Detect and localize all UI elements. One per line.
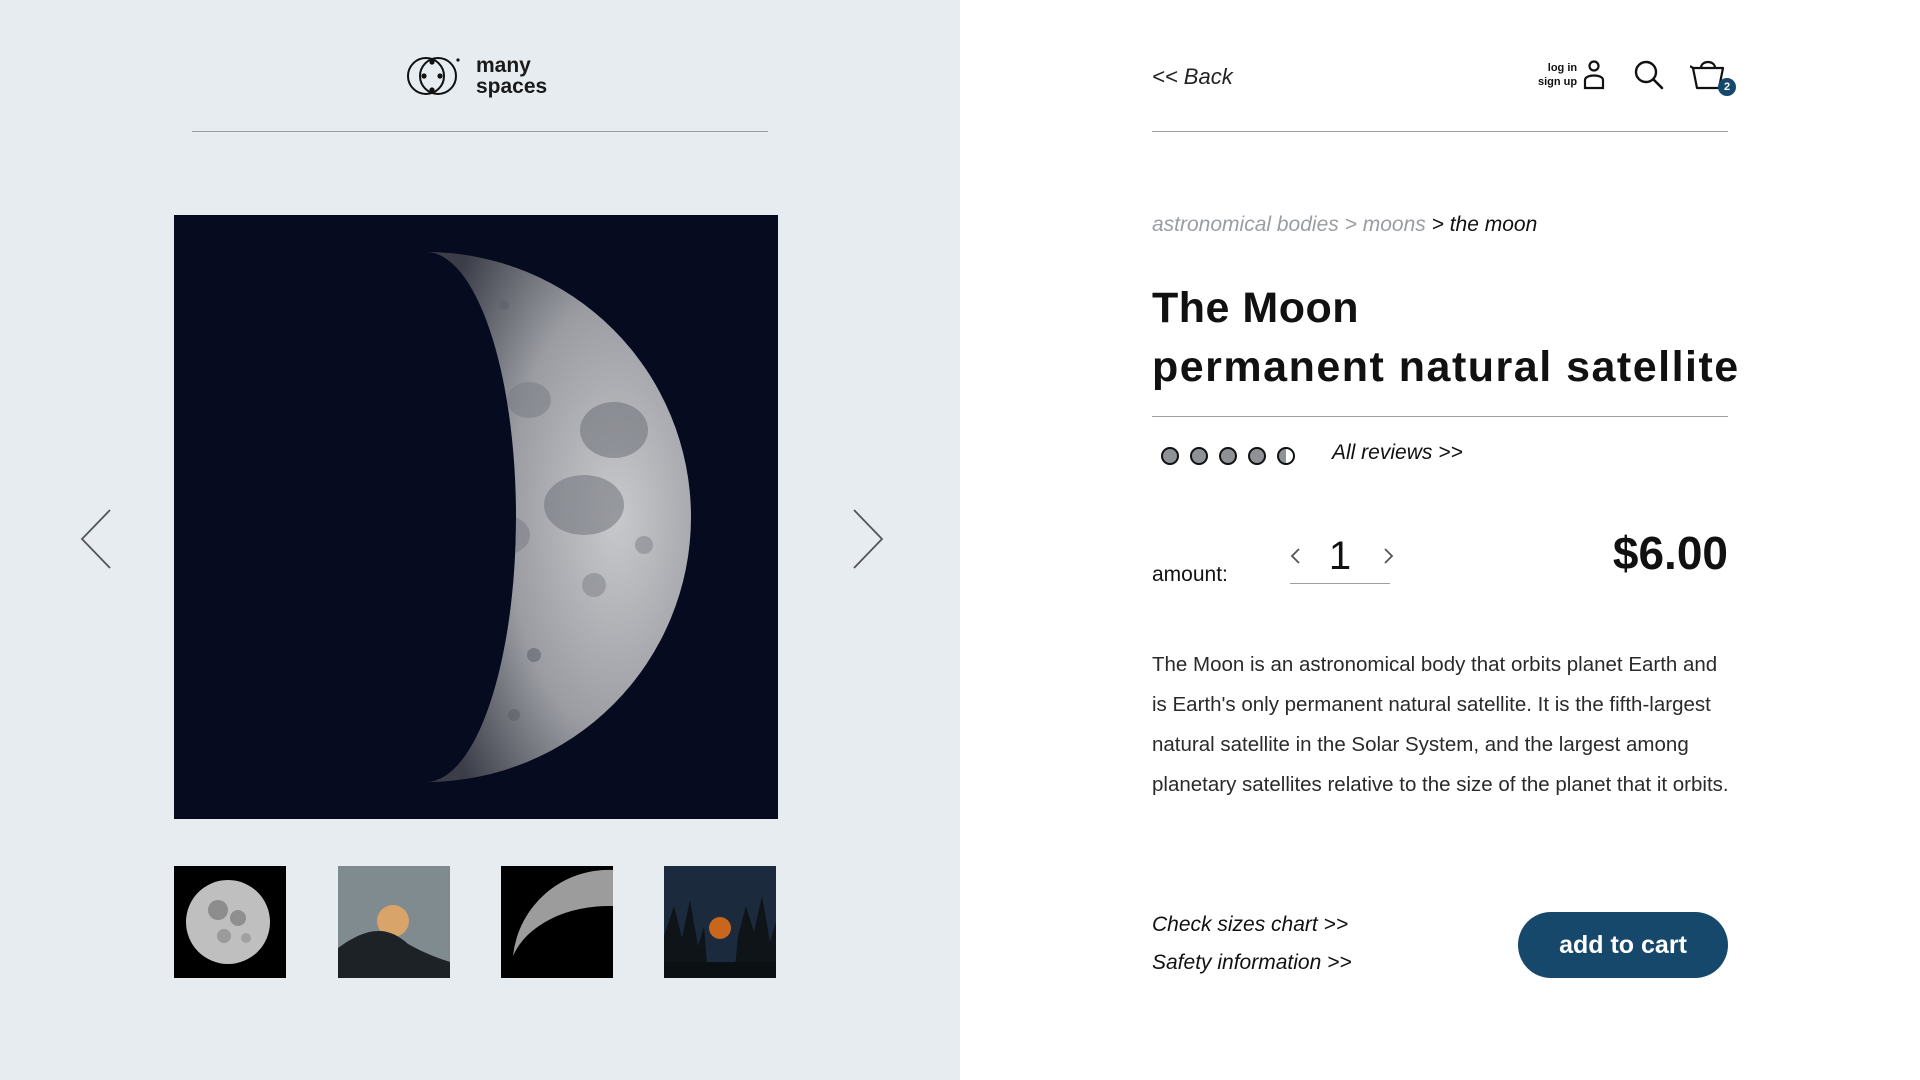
thumbnail-crescent[interactable] [501,866,613,978]
add-to-cart-button[interactable]: add to cart [1518,912,1728,978]
product-details-panel [960,0,1920,1080]
thumbnail-orange-moon[interactable] [664,866,776,978]
moonrise-over-hill-photo [338,866,450,978]
divider [1152,131,1728,132]
breadcrumb [1152,213,1537,237]
divider [1152,416,1728,417]
sizes-chart-link[interactable]: Check sizes chart >> [1152,913,1349,936]
chevron-left-icon [1286,542,1306,570]
cart-count-badge: 2 [1718,78,1736,96]
previous-image-button[interactable] [78,506,118,572]
full-moon-photo [174,866,286,978]
rating-circle-icon [1276,446,1296,466]
half-moon-photo [174,215,778,819]
rating-circle-icon [1160,446,1180,466]
next-image-button[interactable] [846,506,886,572]
chevron-right-icon [1378,542,1398,570]
divider [192,131,768,132]
account-labels [1538,61,1577,89]
brand-line-1: many [476,54,531,77]
brand[interactable] [404,54,547,98]
breadcrumb-item-astronomical-bodies[interactable]: astronomical bodies [1152,213,1339,236]
overlapping-circles-logo-icon [404,54,462,98]
breadcrumb-separator: > [1344,213,1357,236]
rating-circle-icon [1218,446,1238,466]
product-title: The Moon [1152,284,1360,332]
rating-circles [1160,446,1296,466]
breadcrumb-current: > the moon [1431,213,1538,236]
search-icon [1634,60,1664,90]
all-reviews-link[interactable]: All reviews >> [1332,441,1463,464]
safety-information-link[interactable]: Safety information >> [1152,951,1352,974]
quantity-input[interactable] [1314,534,1366,579]
account-button[interactable] [1538,60,1605,90]
rating-circle-icon [1189,446,1209,466]
chevron-left-icon [78,506,118,572]
cart-button[interactable] [1690,58,1731,97]
product-description: The Moon is an astronomical body that orbits planet Earth and is Earth's only permanent natural satellite. It is the fifth-largest natural satellite in the Solar System, and the largest among planetary satellites relative to the size of the planet that it orbits. [1152,653,1729,796]
user-icon [1583,60,1605,90]
decrease-quantity-button[interactable] [1286,542,1306,570]
breadcrumb-item-moons[interactable]: moons [1362,213,1426,236]
amount-label: amount: [1152,563,1228,586]
main-product-image [174,215,778,819]
thumbnail-full-moon[interactable] [174,866,286,978]
back-link[interactable]: << Back [1152,64,1233,89]
brand-name [476,55,547,97]
search-button[interactable] [1634,60,1664,95]
login-label[interactable]: log in [1547,62,1578,74]
chevron-right-icon [846,506,886,572]
signup-label[interactable]: sign up [1538,76,1578,88]
thumbnail-strip [174,866,778,978]
orange-moon-behind-trees-photo [664,866,776,978]
rating-circle-icon [1247,446,1267,466]
brand-line-2: spaces [476,75,548,98]
crescent-moon-photo [501,866,613,978]
product-price: $6.00 [1612,527,1728,579]
thumbnail-moonrise[interactable] [338,866,450,978]
increase-quantity-button[interactable] [1378,542,1398,570]
quantity-stepper [1290,528,1390,584]
product-subtitle: permanent natural satellite [1152,343,1740,391]
